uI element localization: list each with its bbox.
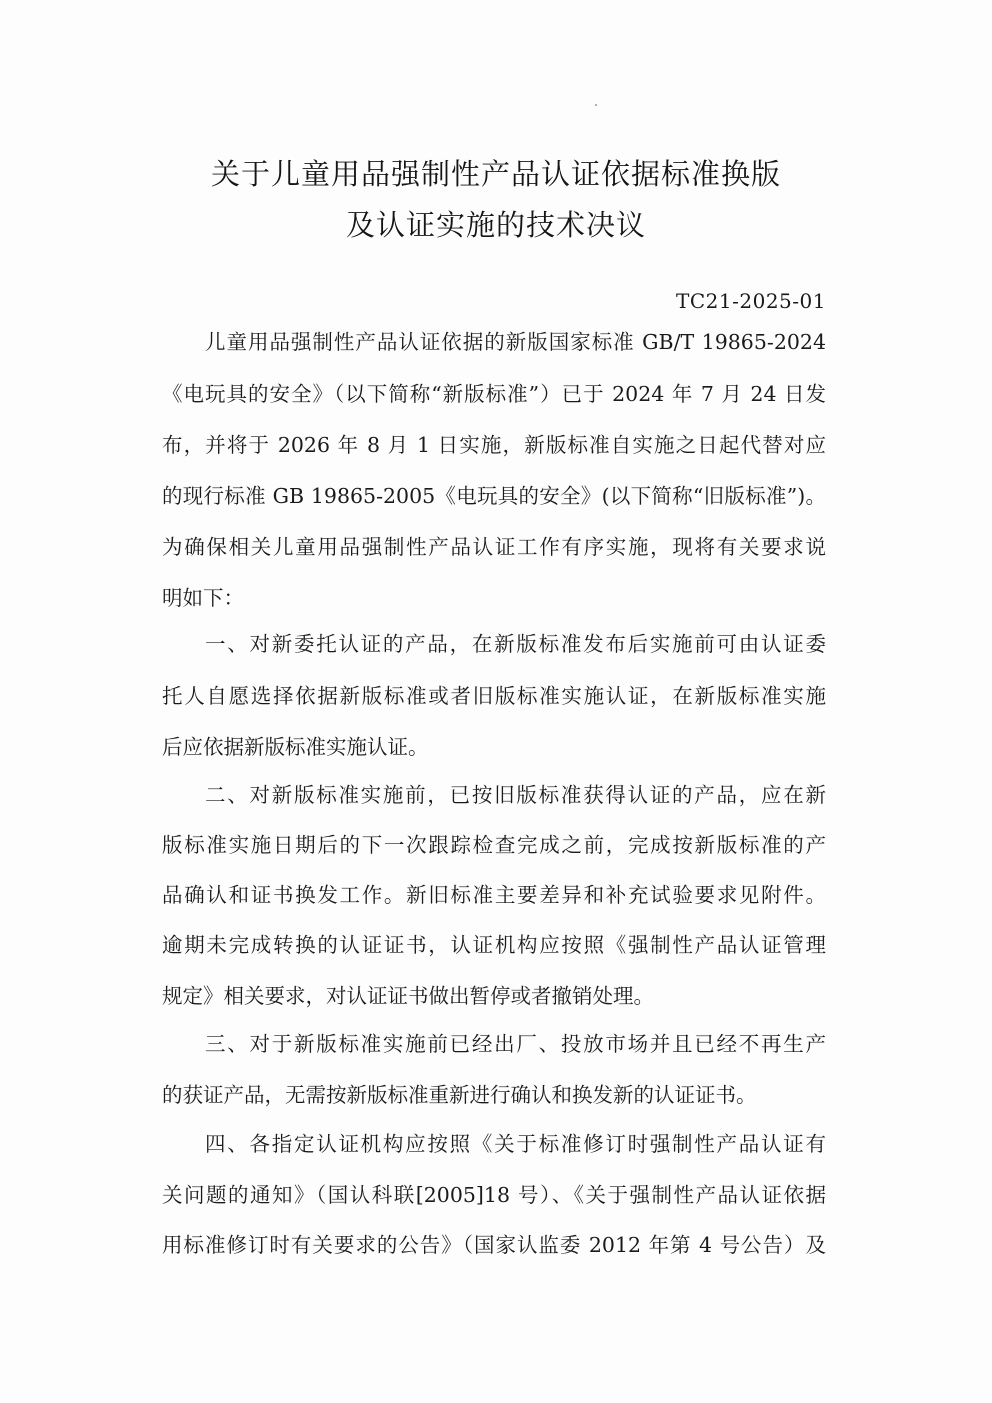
body-line: 关问题的通知》（国认科联[2005]18 号）、《关于强制性产品认证依据 — [162, 1183, 826, 1207]
body-line: 的现行标准 GB 19865-2005《电玩具的安全》(以下简称“旧版标准”)。 — [162, 484, 826, 508]
body-line: 后应依据新版标准实施认证。 — [162, 735, 429, 759]
body-line: 儿童用品强制性产品认证依据的新版国家标准 GB/T 19865-2024 — [205, 330, 826, 354]
document-title-line-2: 及认证实施的技术决议 — [345, 208, 646, 242]
body-line: 《电玩具的安全》（以下简称“新版标准”）已于 2024 年 7 月 24 日发 — [162, 382, 826, 406]
document-number: TC21-2025-01 — [676, 289, 826, 313]
body-line: 品确认和证书换发工作。新旧标准主要差异和补充试验要求见附件。 — [162, 883, 826, 907]
body-line: 一、对新委托认证的产品，在新版标准发布后实施前可由认证委 — [205, 632, 826, 656]
body-line: 逾期未完成转换的认证证书，认证机构应按照《强制性产品认证管理 — [162, 933, 826, 957]
body-line: 为确保相关儿童用品强制性产品认证工作有序实施，现将有关要求说 — [162, 535, 826, 559]
body-line: 布，并将于 2026 年 8 月 1 日实施，新版标准自实施之日起代替对应 — [162, 433, 826, 457]
body-line: 的获证产品，无需按新版标准重新进行确认和换发新的认证证书。 — [162, 1083, 757, 1107]
body-line: 用标准修订时有关要求的公告》（国家认监委 2012 年第 4 号公告）及 — [162, 1233, 826, 1257]
scan-speck — [595, 104, 597, 106]
body-line: 规定》相关要求，对认证证书做出暂停或者撤销处理。 — [162, 984, 654, 1008]
document-title-line-1: 关于儿童用品强制性产品认证依据标准换版 — [210, 157, 781, 191]
body-line: 三、对于新版标准实施前已经出厂、投放市场并且已经不再生产 — [205, 1032, 826, 1056]
body-line: 明如下： — [162, 586, 244, 610]
body-line: 二、对新版标准实施前，已按旧版标准获得认证的产品，应在新 — [205, 783, 826, 807]
body-line: 四、各指定认证机构应按照《关于标准修订时强制性产品认证有 — [205, 1132, 826, 1156]
body-line: 版标准实施日期后的下一次跟踪检查完成之前，完成按新版标准的产 — [162, 833, 826, 857]
body-line: 托人自愿选择依据新版标准或者旧版标准实施认证，在新版标准实施 — [162, 684, 826, 708]
